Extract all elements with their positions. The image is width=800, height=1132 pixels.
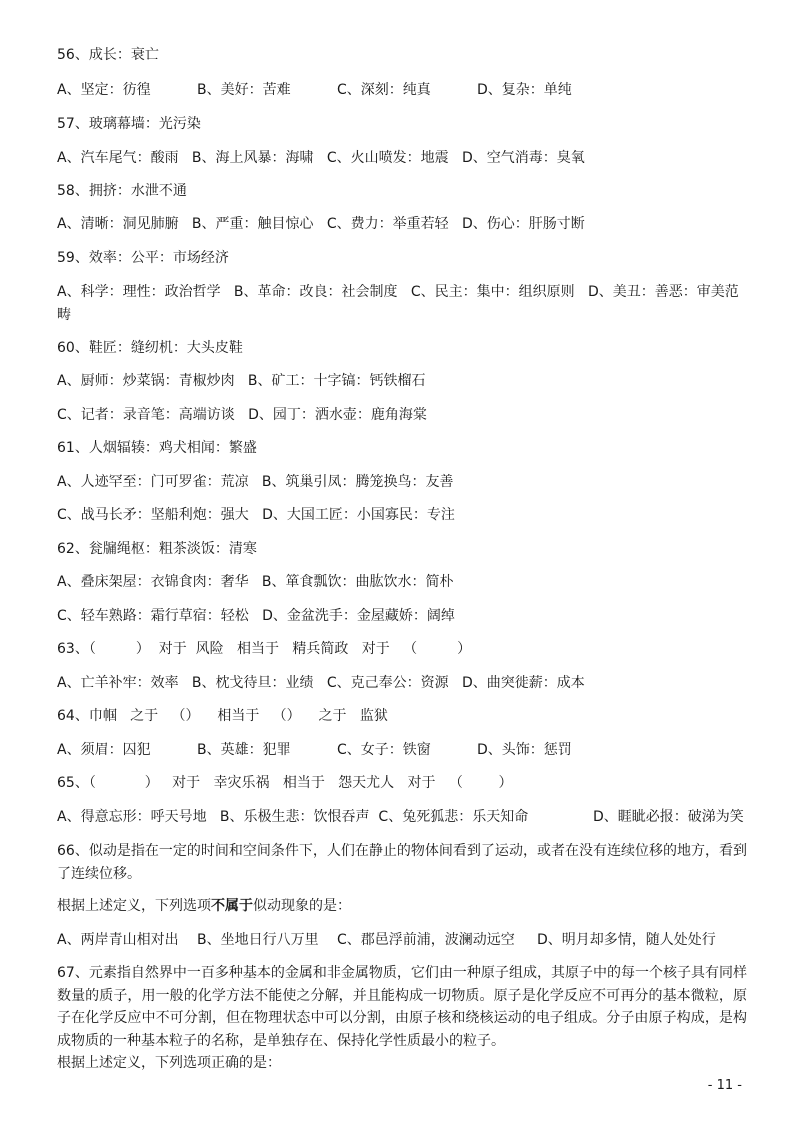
- q67-prompt: 根据上述定义，下列选项正确的是：: [57, 1055, 281, 1071]
- q62-options-line1: A、叠床架屋：衣锦食肉：奢华 B、箪食瓢饮：曲肱饮水：简朴: [57, 574, 454, 590]
- question-60-stem: 60、鞋匠：缝纫机：大头皮鞋: [57, 340, 243, 356]
- q60-options-line2: C、记者：录音笔：高端访谈 D、园丁：洒水壶：鹿角海棠: [57, 407, 427, 423]
- q64-option-a: A、须眉：囚犯: [57, 742, 151, 758]
- q60-options-line1: A、厨师：炒菜锅：青椒炒肉 B、矿工：十字镐：钙铁榴石: [57, 373, 426, 389]
- q56-option-d: D、复杂：单纯: [477, 82, 572, 98]
- q62-options-line2: C、轻车熟路：霜行草宿：轻松 D、金盆洗手：金屋藏娇：阔绰: [57, 608, 455, 624]
- q56-option-a: A、坚定：彷徨: [57, 82, 151, 98]
- q66-prompt-emphasis: 不属于: [211, 898, 253, 914]
- question-58-stem: 58、拥挤：水泄不通: [57, 183, 187, 199]
- q66-option-a: A、两岸青山相对出: [57, 932, 179, 948]
- q61-options-line1: A、人迹罕至：门可罗雀：荒凉 B、筑巢引凤：腾笼换鸟：友善: [57, 474, 454, 490]
- q61-options-line2: C、战马长矛：坚船利炮：强大 D、大国工匠：小国寡民：专注: [57, 507, 455, 523]
- q65-options: A、得意忘形：呼天号地 B、乐极生悲：饮恨吞声 C、兔死狐悲：乐天知命: [57, 809, 529, 825]
- page-number: - 11 -: [707, 1078, 742, 1093]
- question-62-stem: 62、瓮牖绳枢：粗茶淡饭：清寒: [57, 541, 257, 557]
- q63-options: A、亡羊补牢：效率 B、枕戈待旦：业绩 C、克己奉公：资源 D、曲突徙薪：成本: [57, 675, 585, 691]
- question-63-stem: 63、（ ） 对于 风险 相当于 精兵简政 对于 （ ）: [57, 641, 472, 657]
- q64-option-c: C、女子：铁窗: [337, 742, 431, 758]
- q66-option-d: D、明月却多情，随人处处行: [537, 932, 716, 948]
- q59-options-line1: A、科学：理性：政治哲学 B、革命：改良：社会制度 C、民主：集中：组织原则 D、美丑：善恶：审美范: [57, 284, 739, 300]
- q65-option-d: D、睚眦必报：破涕为笑: [593, 809, 744, 825]
- q66-option-b: B、坐地日行八万里: [197, 932, 319, 948]
- q66-option-c: C、郡邑浮前浦，波澜动远空: [337, 932, 515, 948]
- question-67-stem: 67、元素指自然界中一百多种基本的金属和非金属物质，它们由一种原子组成，其原子中的每一个核子具有同样数量的质子，用一般的化学方法不能使之分解，并且能构成一切物质。原子是化学反应不可再分的基本微粒，原子在化学反应中不可分割，但在物理状态中可以分割，由原子核和绕核运动的电子组成。分子由原子构成，是构成物质的一种基本粒子的名称，是单独存在、保持化学性质最小的粒子。: [57, 965, 747, 1049]
- q58-options: A、清晰：洞见肺腑 B、严重：触目惊心 C、费力：举重若轻 D、伤心：肝肠寸断: [57, 216, 585, 232]
- question-57-stem: 57、玻璃幕墙：光污染: [57, 116, 201, 132]
- q64-option-b: B、英雄：犯罪: [197, 742, 291, 758]
- question-65-stem: 65、（ ） 对于 幸灾乐祸 相当于 怨天尤人 对于 （ ）: [57, 775, 513, 791]
- q66-prompt-post: 似动现象的是：: [253, 898, 351, 914]
- question-64-stem: 64、巾帼 之于 （） 相当于 （） 之于 监狱: [57, 708, 388, 724]
- q66-prompt: [57, 895, 351, 917]
- q59-options-line2: 畴: [57, 307, 71, 323]
- question-61-stem: 61、人烟辐辏：鸡犬相闻：繁盛: [57, 440, 257, 456]
- q56-option-b: B、美好：苦难: [197, 82, 291, 98]
- q66-prompt-pre: 根据上述定义，下列选项: [57, 898, 211, 914]
- question-59-stem: 59、效率：公平：市场经济: [57, 250, 229, 266]
- question-66-stem: 66、似动是指在一定的时间和空间条件下，人们在静止的物体间看到了运动，或者在没有连续位移的地方，看到了连续位移。: [57, 843, 747, 882]
- question-56-stem: 56、成长：衰亡: [57, 47, 159, 63]
- q64-option-d: D、头饰：惩罚: [477, 742, 572, 758]
- q57-options: A、汽车尾气：酸雨 B、海上风暴：海啸 C、火山喷发：地震 D、空气消毒：臭氧: [57, 150, 585, 166]
- q56-option-c: C、深刻：纯真: [337, 82, 431, 98]
